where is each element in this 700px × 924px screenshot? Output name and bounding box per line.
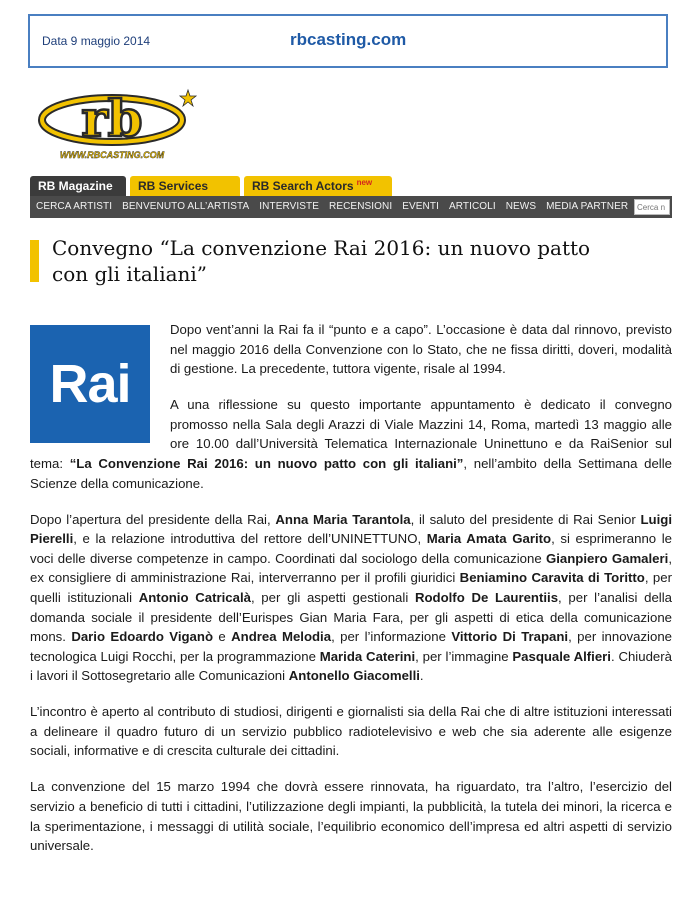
paragraph-text: , ex consigliere di amministrazione Rai, interverranno per il profili giuridici (30, 550, 672, 586)
paragraph-2-tail: , nell’ambito della Settimana delle Scienze della comunicazione. (30, 455, 672, 491)
person-name: Andrea Melodia (231, 629, 332, 645)
convegno-theme: “La Convenzione Rai 2016: un nuovo patto con gli italiani” (69, 455, 464, 471)
person-name: Antonio Catricalà (138, 589, 251, 605)
paragraph-text: , per gli aspetti gestionali (250, 589, 415, 605)
nav-media-partner[interactable]: MEDIA PARTNER (546, 201, 629, 212)
article-paragraph-1: Dopo vent’anni la Rai fa il “punto e a capo”. L’occasione è data dal rinnovo, previsto nel maggio 2016 della Convenzione con lo Stato, che ne fissa diritti, doveri, modalità di gestione. La precedente, tuttora vigente, risale al 1994. (170, 322, 672, 377)
tab-label: RB Search Actors (252, 179, 354, 193)
person-name: Antonello Giacomelli (288, 668, 420, 684)
paragraph-text: . (419, 668, 424, 684)
logo-url: WWW.RBCASTING.COM (59, 150, 165, 160)
publication-date: Data 9 maggio 2014 (42, 34, 151, 48)
article-paragraph-3 (30, 510, 672, 686)
person-name: Dario Edoardo Viganò (71, 629, 214, 645)
person-name: Marida Caterini (319, 648, 416, 664)
person-name: Maria Amata Garito (426, 531, 552, 547)
press-header (28, 14, 668, 68)
article-paragraph-2 (30, 395, 672, 493)
paragraph-text: Dopo l’apertura del presidente della Rai, (30, 511, 276, 527)
paragraph-2-text: A una riflessione su questo importante appuntamento è dedicato il convegno promosso nella Sala degli Arazzi di Viale Mazzini 14, Roma, martedì 13 maggio alle ore 10.00 dall’Università Telematica Internazionale Uninettuno e da RaiSenior sul tema: (30, 397, 672, 471)
person-name: Pasquale Alfieri (512, 648, 611, 664)
paragraph-text: , si esprimeranno le voci delle diverse competenze in campo. Coordinati dal sociologo della comunicazione (30, 531, 672, 566)
paragraph-text: . Chiuderà i lavori il Sottosegretario alle Comunicazioni (30, 648, 672, 684)
paragraph-text: , per l’informazione (331, 629, 452, 645)
article-body (30, 320, 672, 872)
search-input[interactable] (634, 199, 670, 215)
person-name: Gianpiero Gamaleri (545, 550, 669, 566)
paragraph-text: , per quelli istituzionali (30, 570, 672, 605)
article-title: Convegno “La convenzione Rai 2016: un nuovo patto con gli italiani” (52, 236, 591, 286)
article-paragraph-4: L’incontro è aperto al contributo di studiosi, dirigenti e giornalisti sia della Rai che di altre istituzioni interessati a delineare il quadro futuro di un servizio pubblico radiotelevisivo e web che sia aderente alle esigenze sociali, informative e di crescita culturale dei cittadini. (30, 704, 672, 759)
tab-rb-services[interactable] (130, 176, 240, 196)
tab-label: RB Services (138, 179, 209, 193)
star-icon (180, 90, 196, 106)
paragraph-text: , per l’immagine (415, 648, 513, 664)
tab-rb-magazine[interactable] (30, 176, 126, 196)
paragraph-text: , per innovazione tecnologica Luigi Rocchi, per la programmazione (30, 629, 672, 664)
nav-interviste[interactable]: INTERVISTE (259, 201, 320, 212)
article-paragraph-5: La convenzione del 15 marzo 1994 che dovrà essere rinnovata, ha riguardato, tra l’altro, l’esercizio del servizio a beneficio di tutti i cittadini, l’utilizzazione degli impianti, la pubblicità, la tutela dei minori, la ricerca e la sperimentazione, i messaggi di utilità sociale, l’equilibrio economico dell’impresa ed altri aspetti di servizio universale. (30, 779, 672, 854)
person-name: Rodolfo De Laurentiis (414, 589, 559, 605)
logo-text: rb (81, 89, 143, 148)
nav-articoli[interactable]: ARTICOLI (448, 201, 496, 212)
person-name: Vittorio Di Trapani (451, 629, 569, 645)
paragraph-text: , e la relazione introduttiva del rettore dell’UNINETTUNO, (73, 531, 427, 547)
rai-logo-text: Rai (49, 354, 131, 414)
nav-recensioni[interactable]: RECENSIONI (329, 201, 393, 212)
tab-label: RB Magazine (38, 179, 113, 193)
paragraph-text: , il saluto del presidente di Rai Senior (410, 511, 641, 527)
main-nav (30, 196, 672, 218)
rbcasting-logo[interactable] (38, 84, 198, 162)
person-name: Luigi Pierelli (30, 511, 672, 547)
paragraph-text: e (213, 629, 232, 645)
nav-eventi[interactable]: EVENTI (402, 201, 439, 212)
nav-news[interactable]: NEWS (505, 201, 537, 212)
paragraph-text: , per l’analisi della domanda sociale il presidente dell’Eurispes Gian Maria Fara, per gli aspetti di etica della comunicazione mons. (30, 589, 672, 645)
person-name: Anna Maria Tarantola (275, 511, 411, 527)
person-name: Beniamino Caravita di Toritto (459, 570, 645, 586)
tab-rb-search-actors[interactable] (244, 176, 392, 196)
nav-cerca-artisti[interactable]: CERCA ARTISTI (36, 201, 113, 212)
new-badge: new (356, 178, 373, 187)
title-accent-bar (30, 240, 39, 282)
source-site: rbcasting.com (290, 30, 407, 49)
float-spacer (30, 395, 170, 453)
nav-benvenuto-artista[interactable]: BENVENUTO ALL’ARTISTA (122, 201, 250, 212)
